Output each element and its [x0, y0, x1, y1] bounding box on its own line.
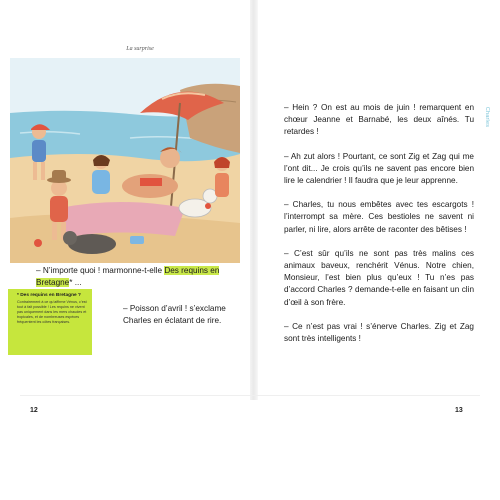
dialogue-paragraph-1	[36, 265, 246, 289]
dialogue-paragraph-2: – Poisson d’avril ! s’exclame Charles en éclatant de rire.	[123, 304, 226, 326]
book-gutter	[250, 0, 258, 400]
page-edge	[20, 395, 480, 396]
info-sidebar	[8, 289, 92, 355]
girl-right	[215, 173, 229, 197]
right-page-text	[284, 102, 474, 357]
highlighted-term: Des requins en Bretagne	[36, 266, 220, 288]
dialogue-text-end: * ...	[69, 278, 82, 288]
chapter-title: La surprise	[126, 46, 154, 52]
dialogue-paragraph: – Charles, tu nous embêtes avec tes escargots ! l’interrompt sa mère. Ces bestioles ne savent ni parler, ni lire, alors arrête de raconter des bêtises !	[284, 200, 474, 234]
beach-illustration	[10, 58, 240, 263]
girl-middle	[92, 170, 110, 194]
boy-left	[32, 140, 46, 162]
chapter-tab-label: Charles	[484, 106, 491, 128]
sidebar-title: * Des requins en Bretagne ?	[17, 293, 81, 298]
dialogue-paragraph: – Ce n’est pas vrai ! s’énerve Charles. Zig et Zag sont très intelligents !	[284, 321, 474, 344]
child-front	[50, 196, 68, 222]
dialogue-text: – N’importe quoi ! marmonne-t-elle	[36, 266, 165, 275]
dialogue-paragraph: – Ah zut alors ! Pourtant, ce sont Zig et Zag qui me l’ont dit... Je crois qu’ils ne savent pas encore bien lire le calendrier ! Il faudra que je leur apprenne.	[284, 151, 474, 186]
page-number-left: 12	[30, 407, 38, 414]
sidebar-text: Contrairement à ce qu’affirme Vénus, c’est tout à fait possible ! Les requins ne vivent pas uniquement dans les mers chaudes et tropicales, et de nombreuses espèces fréquentent les côtes françaises.	[17, 300, 87, 325]
dialogue-paragraph: – C’est sûr qu’ils ne sont pas très malins ces animaux baveux, renchérit Vénus. Notre chien, Monsieur, l’est bien plus qu’eux ! Tu n’es pas d’accord Charles ? demande-t-elle en faisant un clin d’œil à son frère.	[284, 248, 474, 307]
chapter-tab	[482, 100, 492, 134]
dialogue-paragraph: – Hein ? On est au mois de juin ! remarquent en chœur Jeanne et Barnabé, les deux aînés. Tu retardes !	[284, 103, 474, 137]
page-number-right: 13	[455, 407, 463, 414]
